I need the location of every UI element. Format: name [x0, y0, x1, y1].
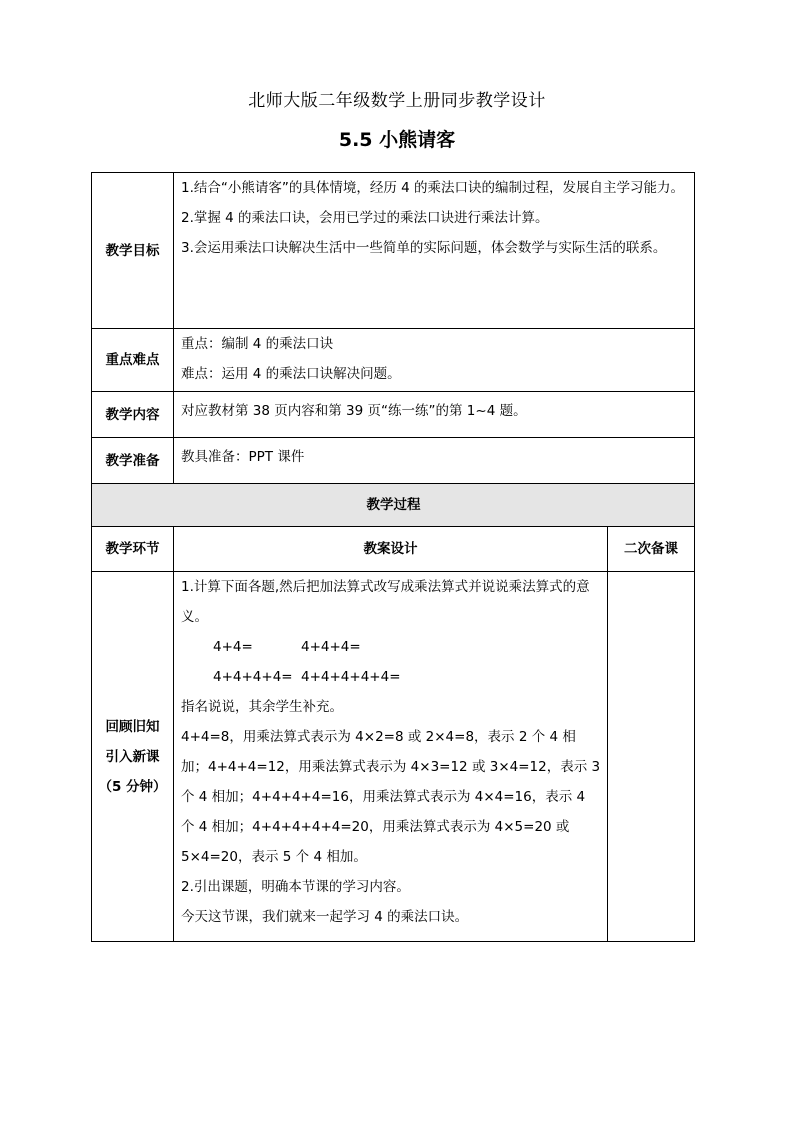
equation: 4+4= — [213, 639, 253, 655]
section-review-design — [174, 572, 608, 942]
equation: 4+4+4= — [301, 639, 361, 655]
row-teaching-goals — [92, 173, 695, 329]
label-teaching-content: 教学内容 — [92, 392, 174, 438]
equation: 4+4+4+4= — [213, 669, 293, 685]
row-section-review — [92, 572, 695, 942]
column-header-revision: 二次备课 — [608, 527, 695, 572]
process-header: 教学过程 — [92, 484, 695, 527]
row-process-header — [92, 484, 695, 527]
key-line: 重点：编制 4 的乘法口诀 — [181, 336, 334, 352]
closing-line: 今天这节课，我们就来一起学习 4 的乘法口诀。 — [181, 909, 469, 925]
section-label-line: 引入新课 — [105, 748, 160, 765]
goal-line: 3.会运用乘法口诀解决生活中一些简单的实际问题，体会数学与实际生活的联系。 — [181, 240, 667, 256]
equation-row — [181, 632, 601, 662]
teaching-goals-content — [174, 173, 695, 329]
row-teaching-prep — [92, 438, 695, 484]
task-one: 1.计算下面各题,然后把加法算式改写成乘法算式并说说乘法算式的意义。 — [181, 579, 590, 625]
teaching-content-text: 对应教材第 38 页内容和第 39 页“练一练”的第 1~4 题。 — [174, 392, 695, 438]
label-section-review — [92, 572, 174, 942]
task-two: 2.引出课题，明确本节课的学习内容。 — [181, 879, 410, 895]
key-points-content — [174, 329, 695, 392]
section-label-line: （5 分钟） — [98, 778, 167, 795]
row-teaching-content — [92, 392, 695, 438]
lesson-plan-table — [91, 172, 695, 942]
equation-row — [181, 662, 601, 692]
label-teaching-prep: 教学准备 — [92, 438, 174, 484]
student-note: 指名说说，其余学生补充。 — [181, 699, 343, 715]
section-review-revision[interactable] — [608, 572, 695, 942]
teaching-prep-text: 教具准备：PPT 课件 — [174, 438, 695, 484]
label-teaching-goals: 教学目标 — [92, 173, 174, 329]
column-header-design: 教案设计 — [174, 527, 608, 572]
goal-line: 2.掌握 4 的乘法口诀，会用已学过的乘法口诀进行乘法计算。 — [181, 210, 549, 226]
goal-line: 1.结合“小熊请客”的具体情境，经历 4 的乘法口诀的编制过程，发展自主学习能力。 — [181, 180, 685, 196]
column-header-stage: 教学环节 — [92, 527, 174, 572]
document-header: 北师大版二年级数学上册同步教学设计 — [248, 91, 546, 111]
section-label-line: 回顾旧知 — [105, 718, 160, 735]
lesson-title: 5.5 小熊请客 — [338, 129, 456, 151]
row-key-points — [92, 329, 695, 392]
label-key-points: 重点难点 — [92, 329, 174, 392]
key-line: 难点：运用 4 的乘法口诀解决问题。 — [181, 366, 401, 382]
equation: 4+4+4+4+4= — [301, 669, 401, 685]
row-column-headers — [92, 527, 695, 572]
explanation: 4+4=8，用乘法算式表示为 4×2=8 或 2×4=8，表示 2 个 4 相加；4+4+4=12，用乘法算式表示为 4×3=12 或 3×4=12，表示 3 个 4 相加；4+4+4+4=16，用乘法算式表示为 4×4=16，表示 4 个 4 相加；4+4+4+4+4=20，用乘法算式表示为 4×5=20 或 5×4=20，表示 5 个 4 相加。 — [181, 729, 601, 865]
